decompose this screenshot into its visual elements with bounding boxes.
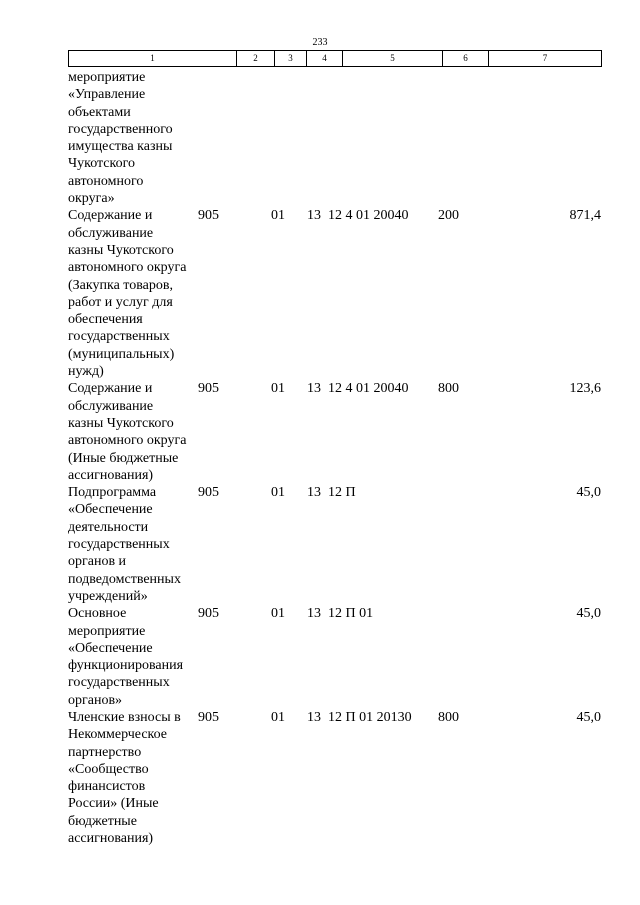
description-line: Чукотского [68,156,135,172]
column-header-4: 4 [307,51,343,67]
table-row [68,484,601,605]
description-line: Некоммерческое [68,727,168,743]
section-code [256,69,300,207]
section-code: 01 [271,381,285,397]
target-article-code: 12 4 01 20040 [328,208,409,224]
description-line: Содержание и [68,381,153,397]
subsection-code: 13 [307,485,321,501]
ministry-code [198,69,256,207]
description-line: подведомственных [68,571,181,587]
section-code: 01 [271,709,285,725]
description-line: государственных [68,537,170,553]
description-line: ассигнования) [68,831,154,847]
table-row [68,605,601,709]
table-header [68,50,602,67]
column-header-6: 6 [443,51,489,67]
description-line: округа» [68,191,115,207]
row-description [68,709,198,847]
description-line: Членские взносы в [68,709,181,725]
description-line: Основное [68,606,127,622]
ministry-code: 905 [198,709,219,725]
target-article-code: 12 П [328,485,356,501]
description-line: партнерство [68,744,142,760]
subsection-code: 13 [307,381,321,397]
ministry-code: 905 [198,208,219,224]
description-line: Содержание и [68,208,153,224]
description-line: «Управление [68,87,146,103]
subsection-code: 13 [307,606,321,622]
target-article-code: 12 П 01 [328,606,374,622]
description-line: казны Чукотского [68,242,174,258]
description-line: органов и [68,554,127,570]
description-line: обслуживание [68,398,154,414]
row-description [68,207,198,380]
column-header-2: 2 [237,51,275,67]
section-code: 01 [271,606,285,622]
subsection-code: 13 [307,709,321,725]
description-line: (Иные бюджетные [68,450,179,466]
table-row [68,207,601,380]
description-line: Подпрограмма [68,485,157,501]
description-line: функционирования [68,658,184,674]
description-line: «Обеспечение [68,640,153,656]
header-row [69,51,602,67]
column-header-5: 5 [343,51,443,67]
amount: 45,0 [576,709,601,725]
description-line: государственных [68,329,170,345]
description-line: казны Чукотского [68,415,174,431]
description-line: (Закупка товаров, [68,277,173,293]
budget-table [68,69,601,847]
description-line: мероприятие [68,70,146,85]
description-line: «Обеспечение [68,502,153,518]
description-line: учреждений» [68,588,148,604]
row-description [68,605,198,709]
description-line: обслуживание [68,225,154,241]
description-line: обеспечения [68,312,143,328]
description-line: нужд) [68,364,104,380]
amount: 123,6 [569,381,601,397]
expense-type-code: 800 [438,709,459,725]
description-line: автономного округа [68,260,187,276]
ministry-code: 905 [198,381,219,397]
table-row [68,380,601,484]
row-description [68,484,198,605]
description-line: государственных [68,675,170,691]
description-line: работ и услуг для [68,294,173,310]
description-line: бюджетные [68,813,137,829]
column-header-1: 1 [69,51,237,67]
description-line: финансистов [68,779,146,795]
description-line: имущества казны [68,139,173,155]
description-line: России» (Иные [68,796,159,812]
description-line: государственного [68,121,173,137]
description-line: автономного округа [68,433,187,449]
amount: 871,4 [569,208,601,224]
description-line: (муниципальных) [68,346,175,362]
target-article-code: 12 П 01 20130 [328,709,412,725]
description-line: автономного [68,173,144,189]
ministry-code: 905 [198,606,219,622]
expense-type-code [438,605,478,709]
amount: 45,0 [576,606,601,622]
expense-type-code [438,484,478,605]
description-line: мероприятие [68,623,146,639]
section-code: 01 [271,485,285,501]
page-number: 233 [312,37,328,48]
subsection-code [300,69,328,207]
subsection-code: 13 [307,208,321,224]
description-line: «Сообщество [68,761,149,777]
table-row [68,709,601,847]
expense-type-code: 800 [438,381,459,397]
table-row [68,69,601,207]
row-description [68,380,198,484]
amount [478,69,601,207]
target-article-code: 12 4 01 20040 [328,381,409,397]
column-header-7: 7 [489,51,602,67]
description-line: объектами [68,104,131,120]
expense-type-code: 200 [438,208,459,224]
description-line: ассигнования) [68,467,154,483]
description-line: деятельности [68,519,149,535]
description-line: органов» [68,692,123,708]
column-header-3: 3 [275,51,307,67]
target-article-code [328,69,438,207]
ministry-code: 905 [198,485,219,501]
amount: 45,0 [576,485,601,501]
row-description [68,69,198,207]
expense-type-code [438,69,478,207]
section-code: 01 [271,208,285,224]
